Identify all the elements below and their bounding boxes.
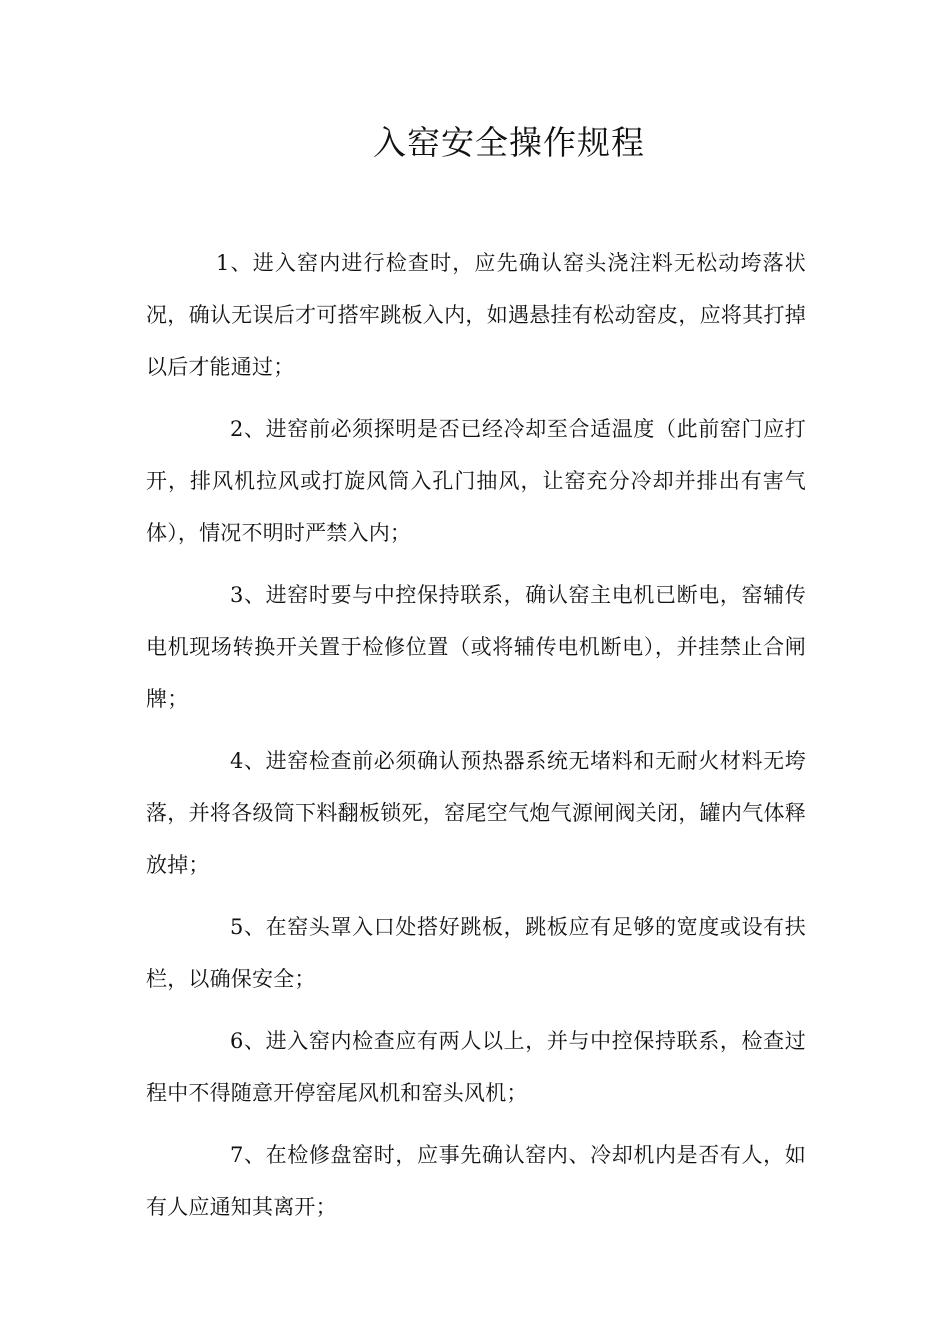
paragraph-7: 7、在检修盘窑时，应事先确认窑内、冷却机内是否有人，如有人应通知其离开；	[146, 1143, 806, 1219]
paragraph-3: 3、进窑时要与中控保持联系，确认窑主电机已断电，窑辅传电机现场转换开关置于检修位置（或将辅传电机断电），并挂禁止合闸牌；	[146, 583, 806, 711]
page-title: 入窑安全操作规程	[373, 123, 645, 162]
document-body	[146, 237, 806, 1243]
paragraph-6: 6、进入窑内检查应有两人以上，并与中控保持联系，检查过程中不得随意开停窑尾风机和窑头风机；	[146, 1029, 806, 1105]
paragraph-4: 4、进窑检查前必须确认预热器系统无堵料和无耐火材料无垮落，并将各级筒下料翻板锁死，窑尾空气炮气源闸阀关闭，罐内气体释放掉；	[146, 749, 806, 877]
paragraph-2: 2、进窑前必须探明是否已经冷却至合适温度（此前窑门应打开，排风机拉风或打旋风筒入孔门抽风，让窑充分冷却并排出有害气体），情况不明时严禁入内；	[146, 417, 806, 545]
paragraph-1: 1、进入窑内进行检查时，应先确认窑头浇注料无松动垮落状况，确认无误后才可搭牢跳板入内，如遇悬挂有松动窑皮，应将其打掉以后才能通过；	[146, 251, 806, 379]
paragraph-5: 5、在窑头罩入口处搭好跳板，跳板应有足够的宽度或设有扶栏，以确保安全；	[146, 915, 806, 991]
